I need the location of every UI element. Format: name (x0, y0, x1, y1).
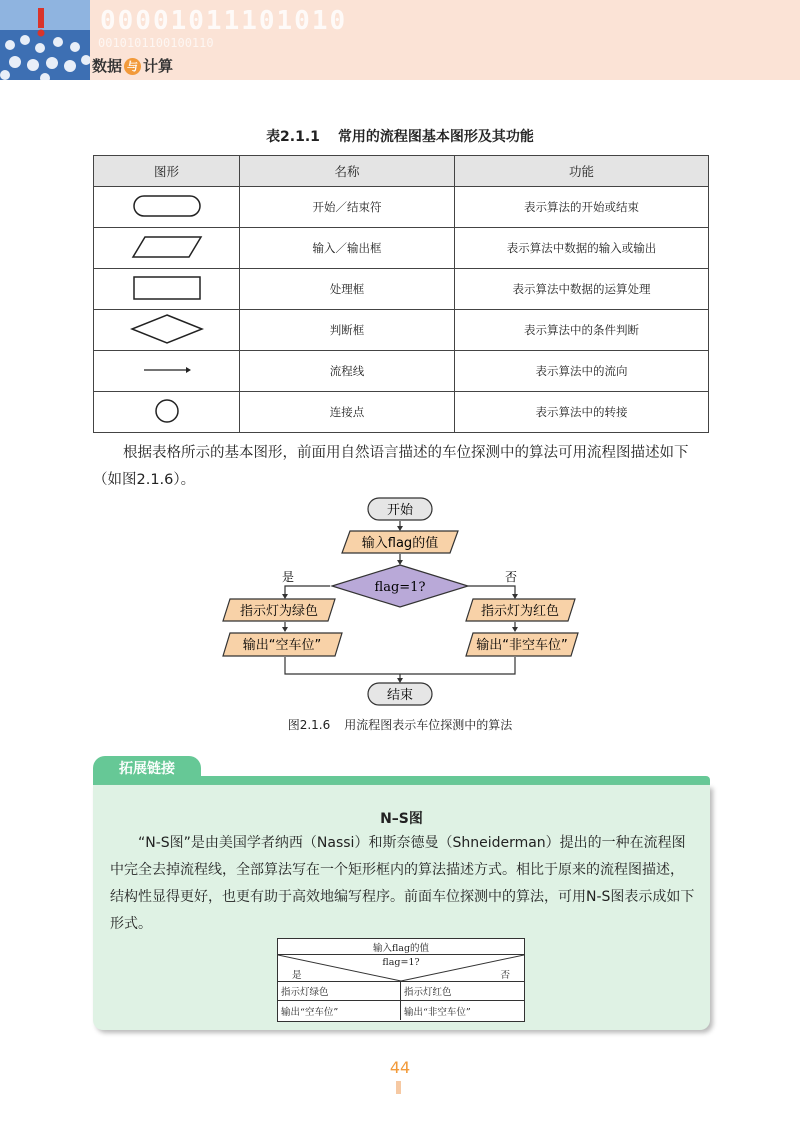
flowchart-decision-label: flag=1? (374, 580, 426, 595)
ns-input-label: 输入flag的值 (372, 942, 430, 954)
header-decorative-digits-small: 0010101100100110 (98, 36, 214, 50)
flowline-shape-cell (94, 351, 240, 392)
table-row (94, 392, 709, 433)
table-cell-function: 表示算法中的流向 (455, 351, 709, 392)
ns-condition-label: flag=1? (382, 957, 420, 968)
flowchart-no-output-label: 输出“非空车位” (476, 638, 568, 653)
ns-yes-action: 指示灯绿色 (278, 982, 401, 1000)
table-caption-text: 常用的流程图基本图形及其功能 (337, 129, 534, 145)
ns-condition-row (278, 955, 524, 982)
process-shape-cell (94, 269, 240, 310)
process-shape-icon (132, 275, 202, 301)
io-shape-icon (131, 235, 203, 259)
parking-flowchart (200, 494, 600, 706)
ns-no-output: 输出“非空车位” (404, 1006, 471, 1018)
header-title-mid: 与 (124, 58, 141, 75)
table-row (94, 351, 709, 392)
flowchart-end-label: 结束 (386, 688, 414, 703)
header-title-part1: 数据 (92, 57, 123, 75)
flowchart-input-label: 输入flag的值 (361, 536, 439, 551)
table-cell-function: 表示算法中数据的运算处理 (455, 269, 709, 310)
ns-output-row (278, 1001, 524, 1020)
table-header-shape: 图形 (94, 156, 240, 187)
io-shape-cell (94, 228, 240, 269)
body-paragraph: 根据表格所示的基本图形，前面用自然语言描述的车位探测中的算法可用流程图描述如下（如图2.1.6）。 (93, 445, 689, 488)
table-cell-name: 流程线 (240, 351, 455, 392)
table-cell-name: 处理框 (240, 269, 455, 310)
extension-tab: 拓展链接 (93, 756, 201, 782)
ns-action-row (278, 982, 524, 1001)
terminal-shape-icon (132, 194, 202, 218)
flowchart-start-label: 开始 (386, 503, 414, 518)
ns-no-label: 否 (500, 970, 510, 981)
flowchart-yes-action-label: 指示灯为绿色 (239, 604, 319, 619)
extension-paragraph: “N-S图”是由美国学者纳西（Nassi）和斯奈德曼（Shneiderman）提出的一种在流程图中完全去掉流程线，全部算法写在一个矩形框内的算法描述方式。相比于原来的流程图描述，结构性显得更好，也更有助于高效地编写程序。前面车位探测中的算法，可用N-S图表示成如下形式。 (110, 835, 695, 932)
table-cell-name: 判断框 (240, 310, 455, 351)
decision-shape-icon (130, 313, 204, 345)
figure-caption-text: 用流程图表示车位探测中的算法 (344, 718, 513, 732)
table-cell-name: 连接点 (240, 392, 455, 433)
connector-shape-icon (153, 397, 181, 425)
ns-yes-label: 是 (292, 970, 302, 981)
figure-caption (0, 716, 800, 733)
flowchart-yes-label: 是 (281, 570, 295, 584)
table-header-function: 功能 (455, 156, 709, 187)
header-decorative-digits: 00001011101010 (100, 6, 348, 36)
arrow-right-icon (142, 364, 192, 376)
table-cell-function: 表示算法中的条件判断 (455, 310, 709, 351)
header-title-part2: 计算 (143, 57, 174, 75)
table-cell-function: 表示算法中数据的输入或输出 (455, 228, 709, 269)
table-row (94, 269, 709, 310)
table-row (94, 187, 709, 228)
flowchart-shapes-table (93, 155, 709, 433)
ns-diagram (277, 938, 525, 1022)
table-cell-function: 表示算法中的转接 (455, 392, 709, 433)
table-header-row (94, 156, 709, 187)
table-cell-name: 输入／输出框 (240, 228, 455, 269)
header-title (92, 55, 173, 76)
page-number-mark (396, 1081, 401, 1094)
ns-yes-output: 输出“空车位” (278, 1001, 401, 1020)
flowchart-no-action-label: 指示灯为红色 (480, 604, 560, 619)
flowchart-yes-output-label: 输出“空车位” (242, 638, 322, 653)
header-illustration (0, 0, 90, 80)
table-caption-number: 表2.1.1 (266, 129, 320, 145)
terminal-shape-cell (94, 187, 240, 228)
table-cell-function: 表示算法的开始或结束 (455, 187, 709, 228)
table-header-name: 名称 (240, 156, 455, 187)
connector-shape-cell (94, 392, 240, 433)
table-caption (0, 126, 800, 146)
table-cell-name: 开始／结束符 (240, 187, 455, 228)
table-row (94, 228, 709, 269)
page-number: 44 (389, 1058, 411, 1077)
ns-input-row (278, 939, 524, 955)
extension-title: N–S图 (380, 811, 423, 827)
table-row (94, 310, 709, 351)
figure-caption-number: 图2.1.6 (287, 718, 331, 732)
ns-no-action: 指示灯红色 (404, 987, 452, 998)
flowchart-no-label: 否 (504, 570, 518, 584)
decision-shape-cell (94, 310, 240, 351)
